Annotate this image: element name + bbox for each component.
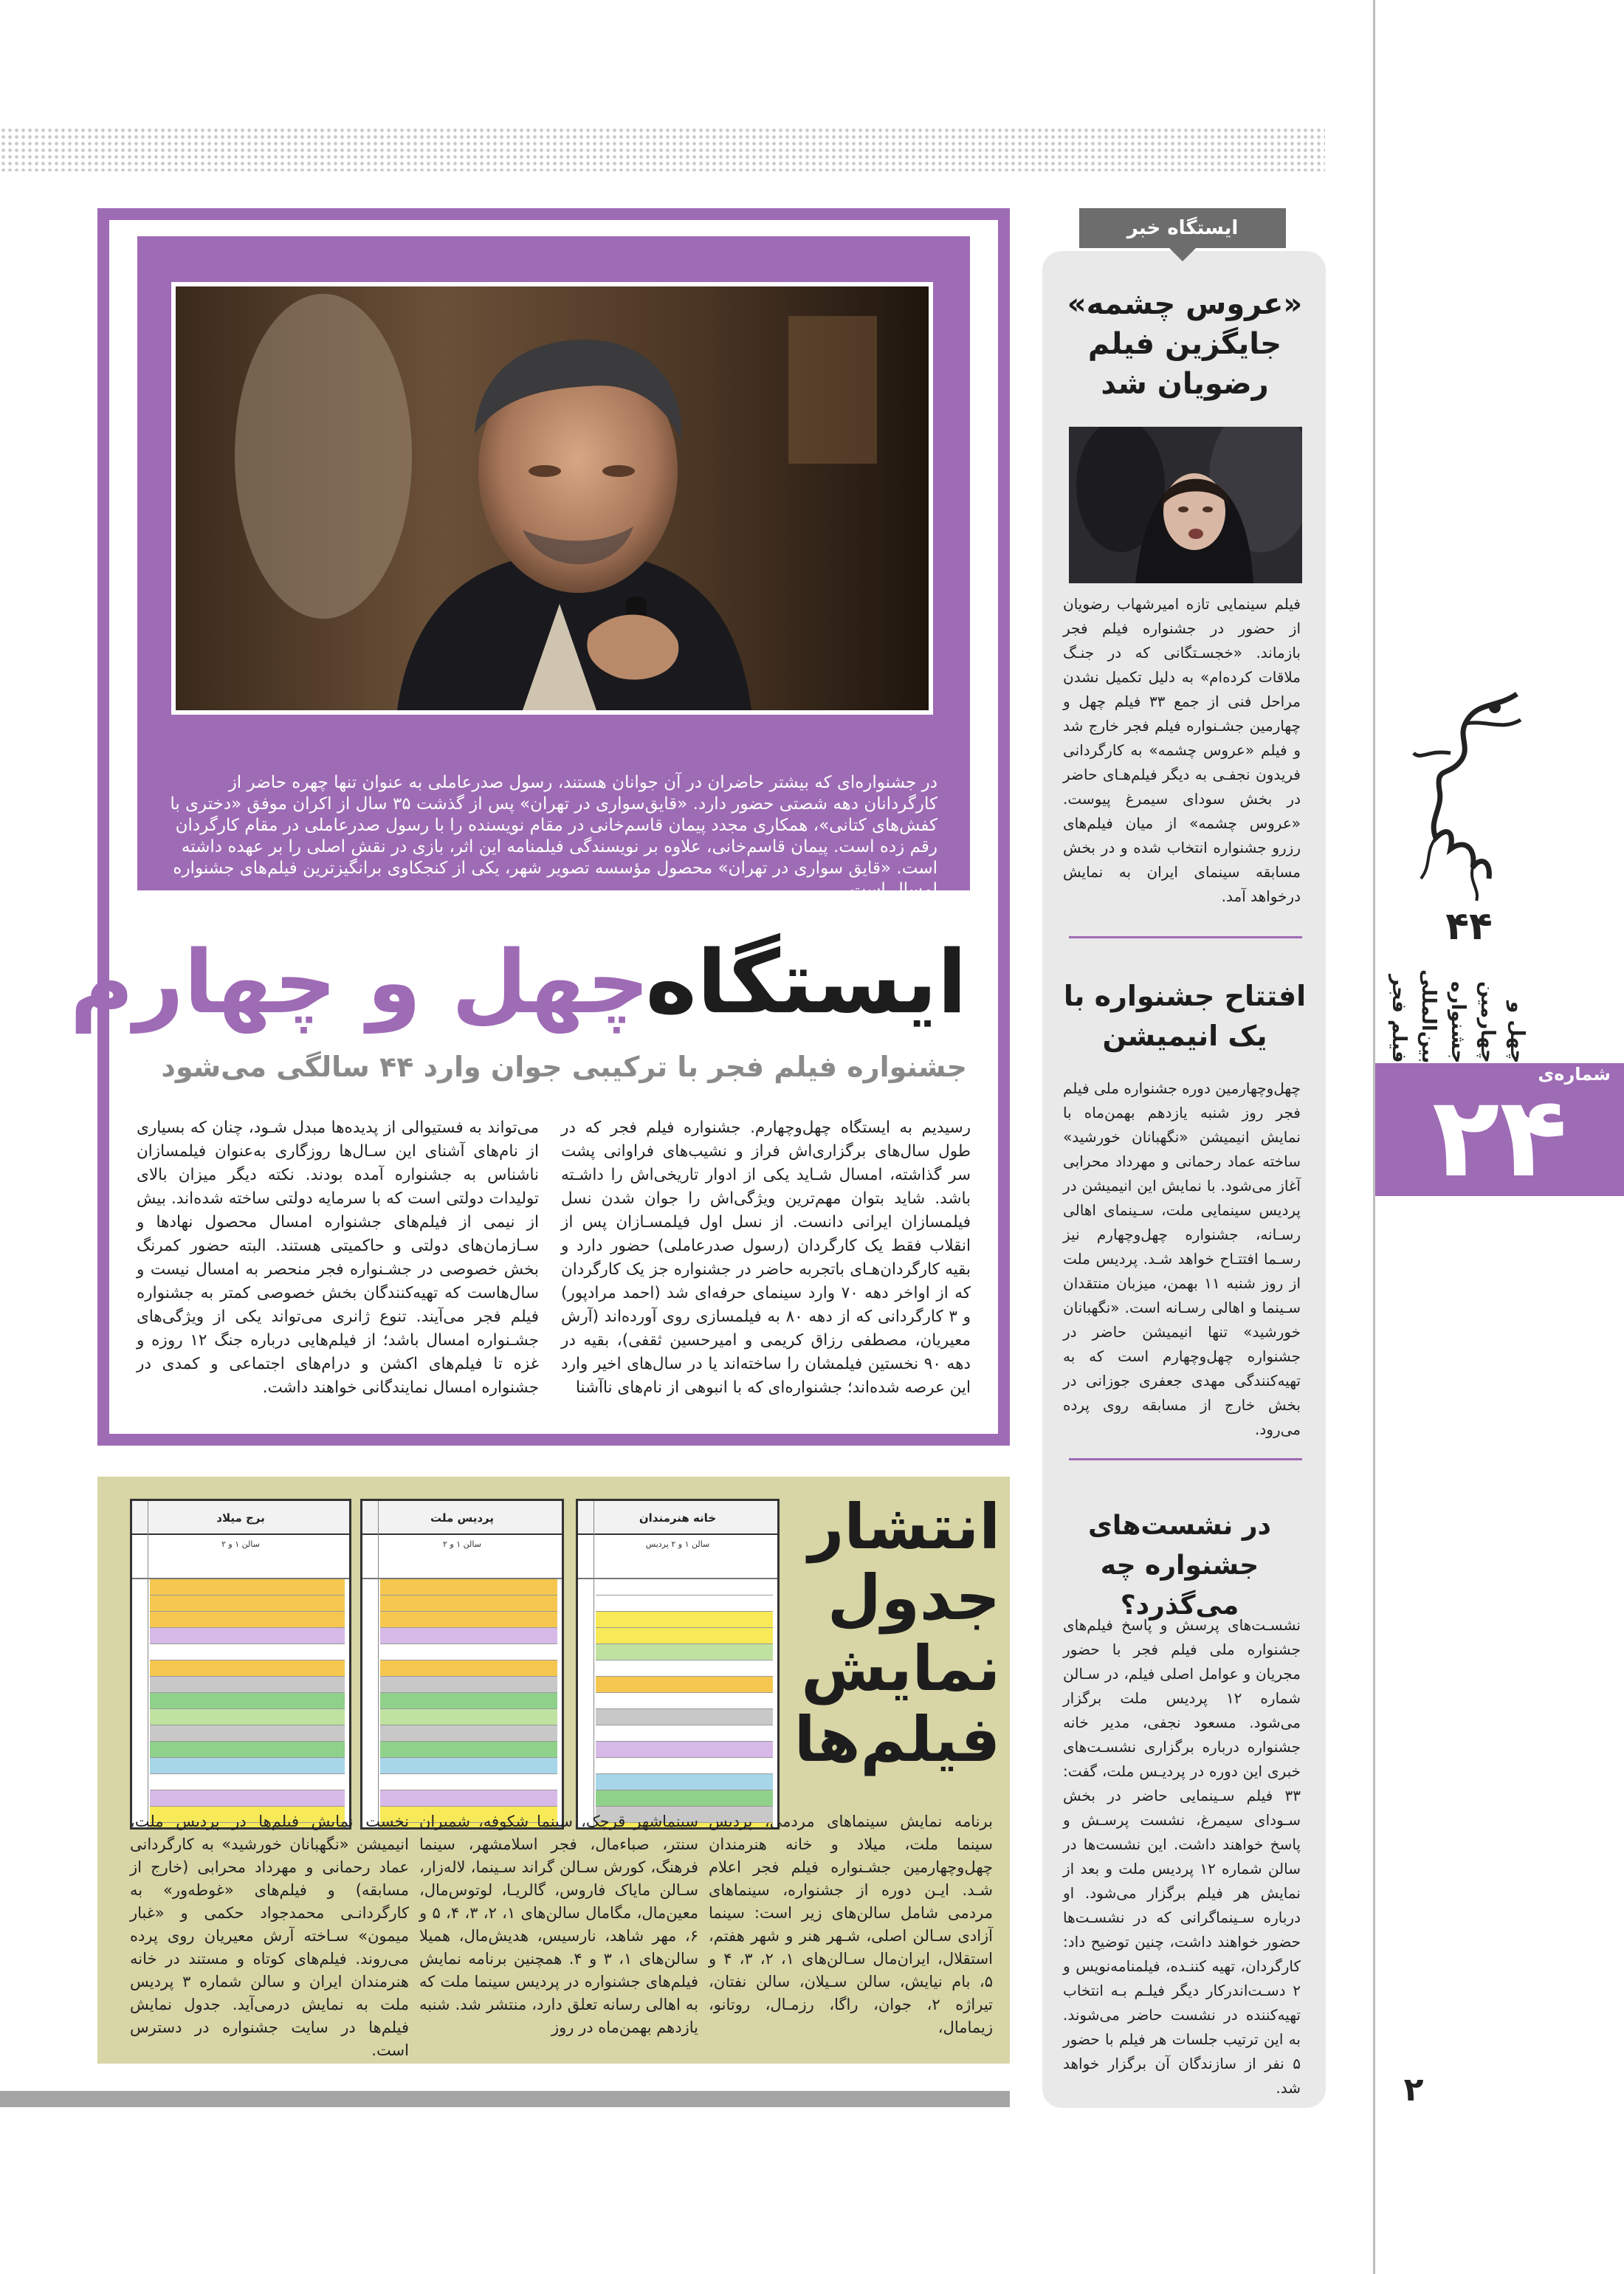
schedule-headline-line2: جدول	[827, 1562, 1000, 1634]
schedule-headline-line4: فیلم‌ها	[794, 1703, 1000, 1776]
news1-photo	[1069, 427, 1302, 583]
news3-title: در نشست‌های جشنواره چه می‌گذرد؟	[1087, 1511, 1272, 1621]
schedule-thumbnail-title: پردیس ملت	[362, 1501, 562, 1535]
festival-logo-line1: چهل و چهارمین	[1476, 981, 1528, 1063]
schedule-thumbnail-mellat[interactable]	[360, 1499, 564, 1830]
schedule-headline-line3: نمایش	[801, 1632, 1000, 1705]
schedule-thumbnail-subtitle: سالن ۱ و ۲ پردیس	[578, 1535, 777, 1579]
sidebar-divider	[1069, 1458, 1302, 1460]
festival-logo-line3: فیلم فجر	[1388, 975, 1410, 1063]
feature-body-column-left: می‌تواند به فستیوالی از پدیده‌ها مبدل شـود، چنان که بسیاری از نام‌های آشنای این سـال‌ها روزگاری به‌عنوان فیلمسازان ناشناس به جشنواره آمده بودند. نکته دیگر میزان بالای تولیدات دولتی است که با سرمایه دولتی ساخته شده‌اند. بیش از نیمی از فیلم‌های جشنواره امسال محصول نهادها و سـازمان‌های دولتی و حاکمیتی هستند. البته حضور کمرنگ بخش خصوصی در جشـنواره فجر منحصر به امسال نیست و سال‌هاست که تهیه‌کنندگان بخش خصوصی کمتر به جشنواره فیلم فجر می‌آیند. تنوع ژانری می‌تواند یکی از ویژگی‌های جشـنواره امسال باشد؛ از فیلم‌هایی درباره جنگ ۱۲ روزه و غزه تا فیلم‌های اکشن و درام‌های اجتماعی و کمدی در جشنواره امسال نمایندگانی خواهند داشت.	[137, 1119, 539, 1397]
sidebar-section-tag: ایستگاه خبر	[1079, 208, 1286, 248]
issue-number: ۲۴	[1431, 1074, 1568, 1202]
header-dot-band	[0, 127, 1325, 171]
page-number: ۲	[1403, 2071, 1424, 2109]
festival-logo-text	[1388, 952, 1532, 1063]
schedule-thumbnail-title: برج میلاد	[132, 1501, 349, 1535]
festival-logo	[1388, 679, 1532, 1063]
news2-title: افتتاح جشنواره با یک انیمیشن	[1063, 980, 1307, 1052]
schedule-headline	[794, 1491, 1000, 1809]
news3-body: نشسـت‌های پرسش و پاسخ فیلم‌های جشنواره ملی فیلم فجر با حضور مجریان و عوامل اصلی فیلم، در سـالن شماره ۱۲ پردیس ملت برگزار می‌شود. مسعود نجفی، مدیر خانه جشنواره درباره برگزاری نشسـت‌های خبری این دوره در پردیـس ملت، گفت: ۳۳ فیلم سـینمایی حاضر در بخش سـودای سیمرغ، نشست پرسـش و پاسخ خواهند داشت. این نشست‌ها در سالن شماره ۱۲ پردیس ملت و بعد از نمایش هر فیلم برگزار می‌شود. او درباره سـینماگرانی که در نشسـت‌ها حضور خواهند داشت، چنین توضیح داد: کارگردان، تهیه کننـده، فیلمنامه‌نویس و ۲ دسـت‌اندرکار دیگر فیلـم بـه انتخاب تهیه‌کننده در نشست حاضر می‌شوند. به این ترتیب جلسات هر فیلم با حضور ۵ نفر از سازندگان آن برگزار خواهد شد.	[1063, 1616, 1301, 2097]
schedule-headline-line1: انتشار	[808, 1491, 1000, 1563]
feature-subtitle: جشنواره فیلم فجر با ترکیبی جوان وارد ۴۴ سالگی می‌شود	[161, 1051, 967, 1083]
sidebar-divider	[1069, 936, 1302, 938]
news1-title: «عروس چشمه» جایگزین فیلم رضویان شد	[1067, 287, 1303, 401]
schedule-body-column-1: برنامه نمایش سینماهای مردمی، پردیس سینما ملت، میلاد و خانه هنرمندان چهل‌وچهارمین جشـنواره فیلم فجر اعلام شـد. ایـن دوره از جشنواره، سینماهای مردمی شامل سالن‌های زیر است: سینما آزادی سـالن اصلی، شـهر هنر و شهر هفتم، استقلال، ایران‌مال سـالن‌های ۱، ۲، ۳، ۴ و ۵، بام نیایش، سالن سـیلان، سالن نفتان، تیراژه ۲، جوان، راگا، رزمـال، روتانو، زیمامال،	[709, 1813, 993, 2036]
schedule-thumbnail-subtitle: سالن ۱ و ۲	[132, 1535, 349, 1579]
feature-title-part2: چهل و چهارم	[69, 931, 650, 1033]
schedule-thumbnail-subtitle: سالن ۱ و ۲	[362, 1535, 562, 1579]
feature-photo	[171, 282, 933, 715]
schedule-thumbnail-milad[interactable]	[130, 1499, 351, 1830]
schedule-body-column-2: سینماشهر قرچک، سینما شکوفه، شمیران سنتر، صباءمال، فجر اسلامشهر، سینما فرهنگ، کورش سـالن گراند سـینما، لاله‌زار، سـالن مایاک فاروس، گالریـا، لوتوس‌مال، معین‌مال، مگامال سالن‌های ۱، ۲، ۳، ۴، ۵ و ۶، مهر شاهد، نارسیس، هدیش‌مال، همیلا سالن‌های ۱، ۳ و ۴. همچنین برنامه نمایش فیلم‌های جشنواره در پردیس سینما ملت که به اهالی رسانه تعلق دارد، منتشر شد. شنبه یازدهم بهمن‌ماه در روز	[419, 1813, 698, 2036]
actress-still-image	[1069, 427, 1302, 583]
schedule-thumbnail-artists-house[interactable]	[576, 1499, 780, 1830]
news1-body: فیلم سینمایی تازه امیرشهاب رضویان از حضور در جشنواره فیلم فجر بازماند. «خجسـتگانی که در جنـگ ملاقات کرده‌ام» به دلیل تکمیل نشدن مراحل فنی از جمع ۳۳ فیلم چهل و چهارمین جشـنواره فیلم فجر خارج شد و فیلم «عروس چشمه» به کارگردانی فریدون نجفـی به دیگر فیلم‌هـای حاضر در بخش سودای سیمرغ پیوست. «عروس چشمه» از میان فیلم‌های رزرو جشنواره انتخاب شده و در بخش مسابقه سینمای ایران به نمایش درخواهد آمد.	[1063, 595, 1301, 905]
director-portrait-image	[176, 286, 929, 710]
festival-logo-number: ۴۴	[1445, 904, 1493, 949]
feature-title-part1: ایستگاه	[645, 931, 967, 1033]
bottom-rule	[0, 2091, 1010, 2107]
news2-body: چهل‌وچهارمین دوره جشنواره ملی فیلم فجر روز شنبه یازدهم بهمن‌ماه با نمایش انیمیشن «نگهبانان خورشید» ساخته عماد رحمانی و مهرداد محرابی آغاز می‌شود. با نمایش این انیمیشن در پردیس سینمایی ملت، سـینمای اهالی رسـانه، جشنواره چهل‌وچهارم نیز رسـما افتتـاح خواهد شـد. پردیس ملت از روز شنبه ۱۱ بهمن، میزبان منتقدان سـینما و اهالی رسـانه است. «نگهبانان خورشید» تنها انیمیشن حاضر در جشنواره چهل‌وچهارم است که به تهیه‌کنندگی مهدی جعفری جوزانی در بخش خارج از مسابقه روی پرده می‌رود.	[1063, 1079, 1301, 1438]
issue-label: شماره‌ی	[1538, 1064, 1611, 1085]
feature-photo-caption: در جشنواره‌ای که بیشتر حاضران در آن جوانان هستند، رسول صدرعاملی به عنوان تنها چهره حاضر از کارگردانان دهه شصتی حضور دارد. «قایق‌سواری در تهران» پس از گذشت ۳۵ سال از اکران موفق «دختری با کفش‌های کتانی»، همکاری مجدد پیمان قاسم‌خانی در مقام نویسنده را با رسول صدرعاملی در مقام کارگردان رقم زده است. پیمان قاسم‌خانی، علاوه بر نویسندگی فیلمنامه این اثر، بازی در نقش اصلی را بر عهده داشته است. «قایق سواری در تهران» محصول مؤسسه تصویر شهر، یکی از کنجکاوی برانگیزترین فیلم‌های جشنواره امسال است.	[170, 773, 937, 899]
sidebar-tag-pointer	[1169, 248, 1196, 261]
schedule-body-column-3: نخست نمایش فیلم‌ها در پردیس ملت، انیمیشن «نگهبانان خورشید» به کارگردانی عماد رحمانی و مهرداد محرابی (خارج از مسابقه) و فیلم‌های «غوطه‌ور» به کارگردانـی محمدجواد حکمی و «غبار میمون» سـاخته آرش معیریان روی پرده می‌روند. فیلم‌های کوتاه و مستند در خانه هنرمندان ایران و سالن شماره ۳ پردیس ملت به نمایش درمی‌آید. جدول نمایش فیلم‌ها در سایت جشنواره در دسترس است.	[130, 1813, 409, 2059]
festival-logo-line2: جشنواره بین‌المللی	[1417, 969, 1469, 1063]
schedule-thumbnail-title: خانه هنرمندان	[578, 1501, 777, 1535]
feature-body-column-right: رسیدیم به ایستگاه چهل‌وچهارم. جشنواره فیلم فجر که در طول سال‌های برگزاری‌اش فراز و نشیب‌های فراوانی پشت سر گذاشته، امسال شـاید یکی از ادوار تاریخی‌اش را داشـته باشد. شاید بتوان مهم‌ترین ویژگی‌اش را جوان شدن نسل فیلمسازان ایرانی دانست. از نسل اول فیلمسـازان پس از انقلاب فقط یک کارگردان (رسول صدرعاملی) حضور دارد و بقیه کارگردان‌هـای باتجربه حاضر در جشنواره جز یک کارگردان که از اواخر دهه ۷۰ وارد سینمای حرفه‌ای شد (احمد مرادپور) و ۳ کارگردانی که از دهه ۸۰ به فیلمسازی روی آورده‌اند (آرش معیریان، مصطفی رزاق کریمی و امیرحسین ثقفی)، بقیه در دهه ۹۰ نخستین فیلمشان را ساخته‌اند یا در سال‌های اخیر وارد این عرصه شده‌اند؛ جشنواره‌ای که با انبوهی از نام‌های ناآشنا	[561, 1119, 971, 1397]
